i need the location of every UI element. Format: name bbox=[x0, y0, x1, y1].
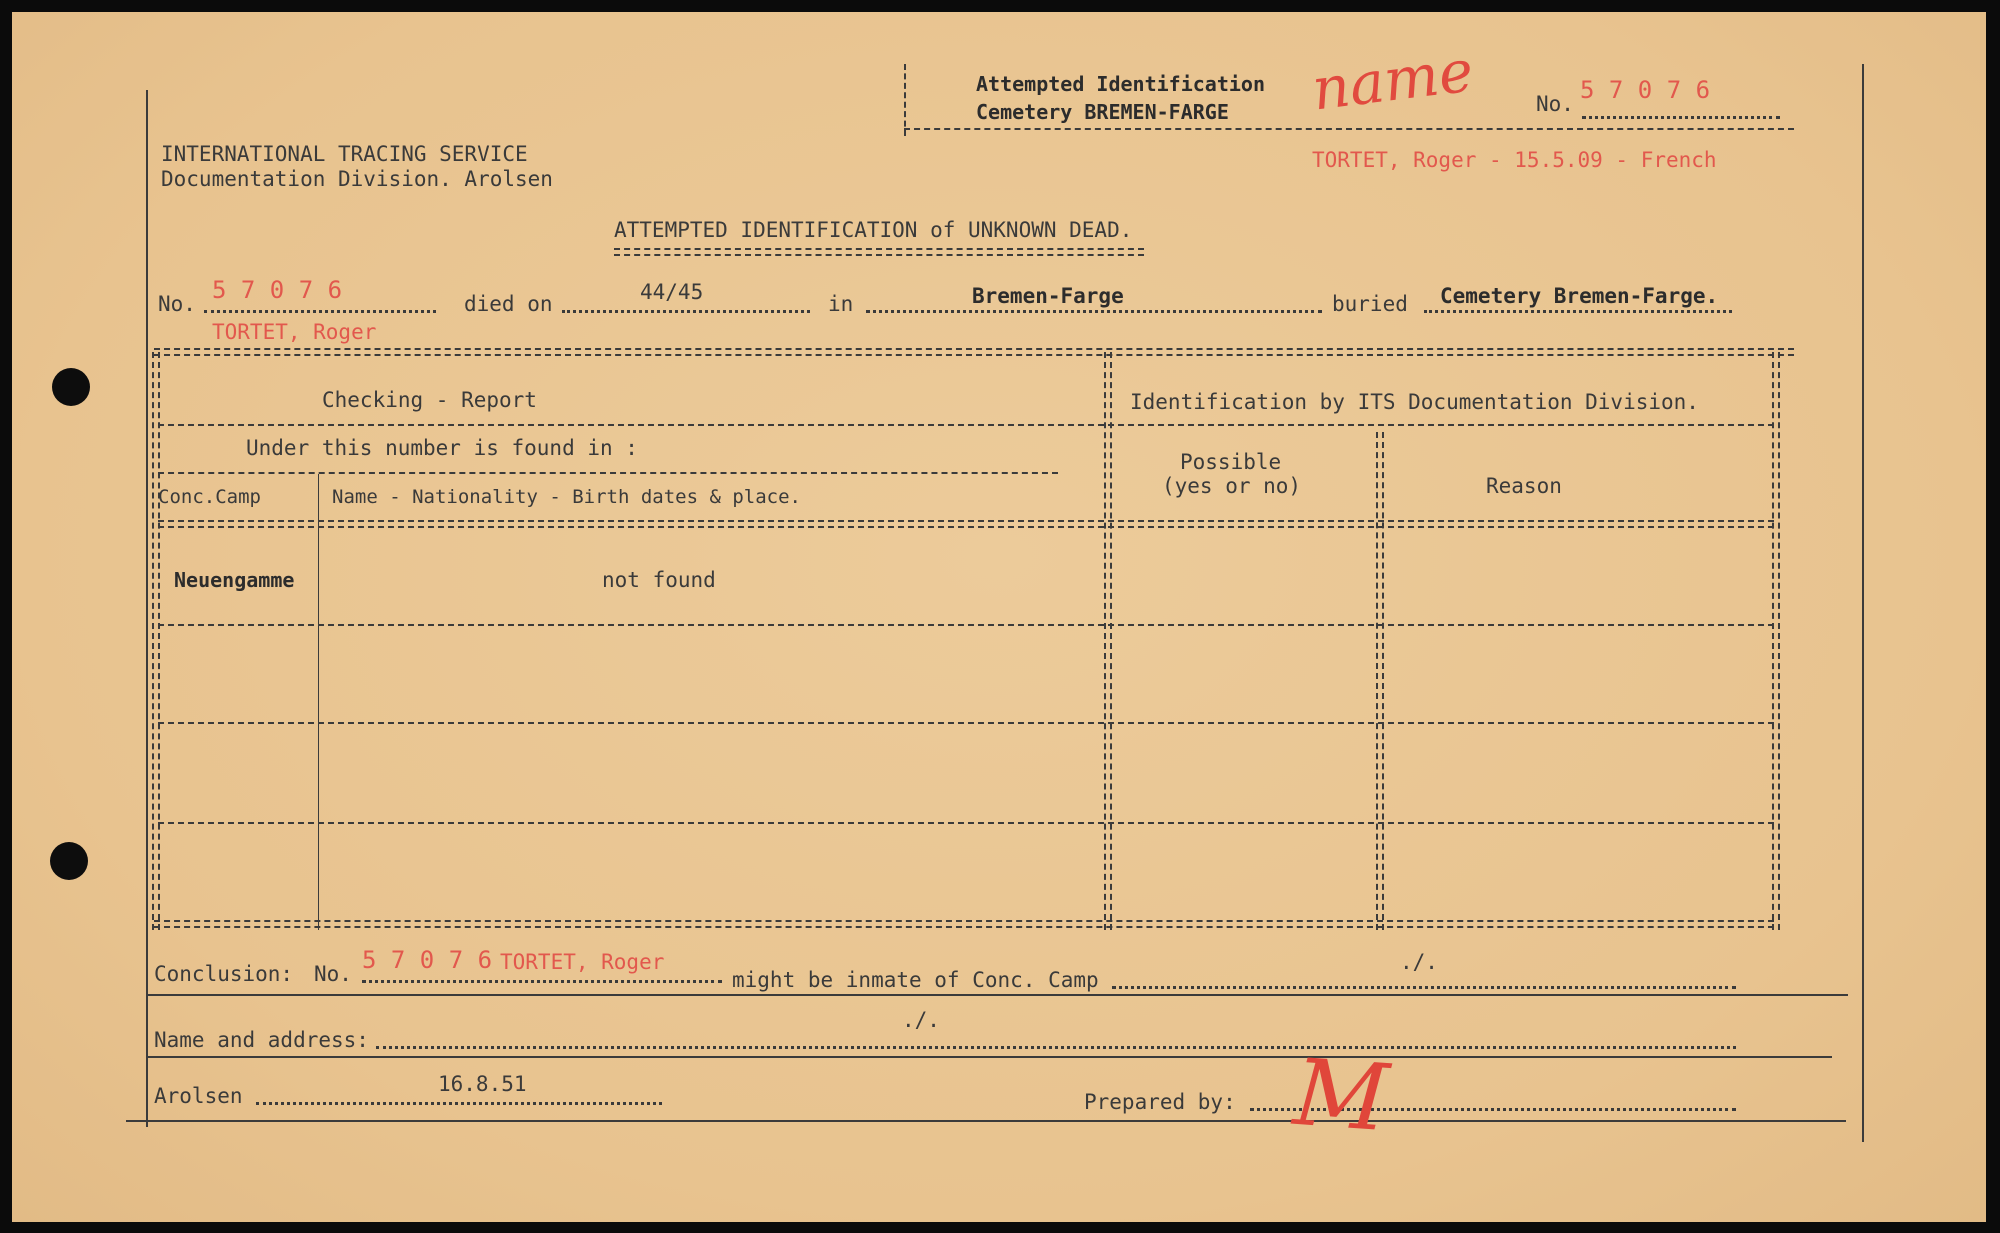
name-address-underline bbox=[148, 1056, 1832, 1058]
header-box-left bbox=[904, 64, 906, 136]
record-no-label: No. bbox=[158, 292, 196, 316]
conclusion-camp-dots bbox=[1112, 986, 1736, 989]
frame-right-line bbox=[1862, 64, 1864, 1142]
row-divider-3 bbox=[158, 822, 1774, 824]
footer-date-dots bbox=[256, 1102, 662, 1105]
table-divider-main bbox=[1104, 352, 1112, 930]
col-reason-header: Reason bbox=[1486, 474, 1562, 498]
index-card bbox=[12, 12, 1986, 1222]
column-header-divider bbox=[158, 520, 1774, 528]
header-no-label: No. bbox=[1536, 92, 1574, 116]
punch-hole-bottom bbox=[50, 842, 88, 880]
name-address-value: ./. bbox=[902, 1008, 940, 1032]
identification-header: Identification by ITS Documentation Division. bbox=[1130, 390, 1699, 414]
in-dots bbox=[866, 310, 1322, 313]
buried-label: buried bbox=[1332, 292, 1408, 316]
header-no-value: 5 7 0 7 6 bbox=[1580, 76, 1711, 104]
header-divider bbox=[158, 424, 1774, 426]
frame-bottom-line bbox=[126, 1120, 1846, 1122]
title-underline bbox=[614, 248, 1144, 256]
record-no-dots bbox=[204, 310, 436, 313]
under-number-label: Under this number is found in : bbox=[246, 436, 638, 460]
col-name-header: Name - Nationality - Birth dates & place. bbox=[332, 486, 801, 508]
table-divider-camp bbox=[318, 474, 319, 930]
conclusion-underline bbox=[148, 994, 1848, 996]
row-divider-2 bbox=[158, 722, 1774, 724]
buried-dots bbox=[1424, 310, 1732, 313]
conclusion-camp-value: ./. bbox=[1400, 950, 1438, 974]
header-box-line1: Attempted Identification bbox=[976, 72, 1265, 96]
col-possible-header-2: (yes or no) bbox=[1162, 474, 1302, 498]
conclusion-might-be: might be inmate of Conc. Camp bbox=[732, 968, 1099, 992]
col-camp-header: Conc.Camp bbox=[158, 486, 261, 508]
person-stamp: TORTET, Roger - 15.5.09 - French bbox=[1312, 148, 1717, 172]
conclusion-no-label: No. bbox=[314, 962, 352, 986]
table-left-border bbox=[152, 352, 160, 930]
table-top-border bbox=[154, 348, 1794, 356]
in-label: in bbox=[828, 292, 854, 316]
header-box-bottom bbox=[904, 128, 1794, 130]
name-address-dots bbox=[376, 1046, 1736, 1049]
row-camp: Neuengamme bbox=[174, 568, 295, 592]
form-title: ATTEMPTED IDENTIFICATION of UNKNOWN DEAD. bbox=[614, 218, 1133, 242]
table-right-border bbox=[1772, 352, 1780, 930]
subheader-divider bbox=[158, 472, 1058, 474]
row-divider-1 bbox=[158, 624, 1774, 626]
institution-line1: INTERNATIONAL TRACING SERVICE bbox=[161, 142, 528, 166]
died-dots bbox=[562, 310, 810, 313]
conclusion-no-dots bbox=[362, 980, 722, 983]
conclusion-label: Conclusion: bbox=[154, 962, 294, 986]
record-no-value: 5 7 0 7 6 bbox=[212, 276, 343, 304]
died-label: died on bbox=[464, 292, 553, 316]
table-divider-reason bbox=[1376, 432, 1384, 930]
died-value: 44/45 bbox=[640, 280, 704, 304]
buried-value: Cemetery Bremen-Farge. bbox=[1440, 284, 1719, 308]
frame-left-line bbox=[146, 90, 148, 1127]
prepared-label: Prepared by: bbox=[1084, 1090, 1236, 1114]
signature: M bbox=[1290, 1038, 1392, 1153]
punch-hole-top bbox=[52, 368, 90, 406]
row-details: not found bbox=[602, 568, 716, 592]
record-name-stamp: TORTET, Roger bbox=[212, 320, 377, 344]
footer-place: Arolsen bbox=[154, 1084, 243, 1108]
in-value: Bremen-Farge bbox=[972, 284, 1124, 308]
col-possible-header-1: Possible bbox=[1180, 450, 1282, 474]
institution-line2: Documentation Division. Arolsen bbox=[161, 167, 553, 191]
name-address-label: Name and address: bbox=[154, 1028, 369, 1052]
header-no-dots bbox=[1582, 116, 1780, 119]
conclusion-no-value: 5 7 0 7 6 bbox=[362, 946, 493, 974]
table-bottom-border bbox=[154, 920, 1774, 928]
header-box-line2: Cemetery BREMEN-FARGE bbox=[976, 100, 1229, 124]
checking-header: Checking - Report bbox=[322, 388, 537, 412]
footer-date: 16.8.51 bbox=[438, 1072, 527, 1096]
handwritten-note: name bbox=[1308, 36, 1477, 124]
conclusion-name-stamp: TORTET, Roger bbox=[500, 950, 665, 974]
